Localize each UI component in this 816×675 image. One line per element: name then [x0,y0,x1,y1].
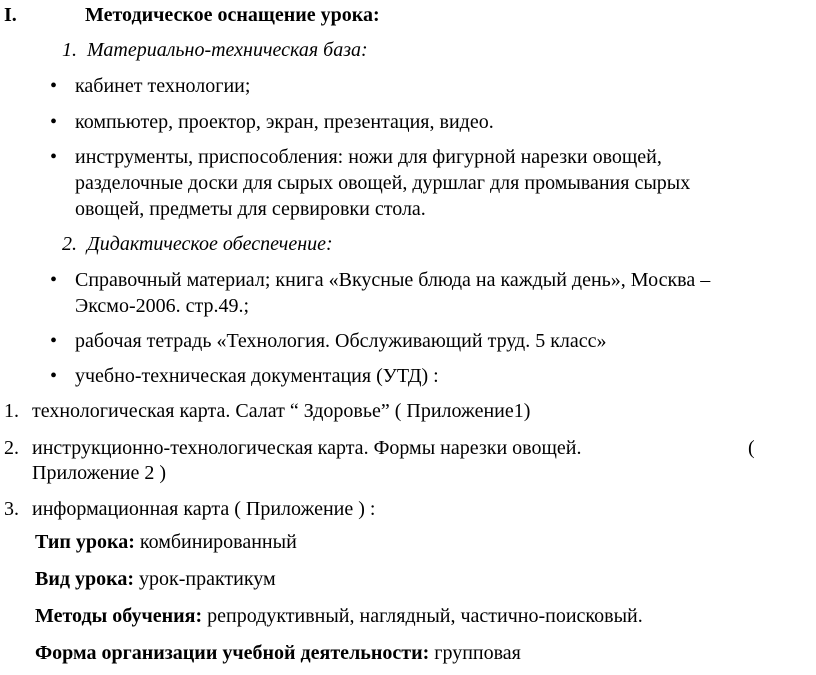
heading-number: I. [4,4,17,26]
detail-label: Методы обучения: [35,605,203,627]
list-item: учебно-техническая документация (УТД) : [75,365,439,387]
numbered-item-continuation: Приложение 2 ) [32,462,167,484]
bullet-icon: • [50,269,58,291]
numbered-item-number: 3. [4,498,19,520]
section1-number: 1. [62,39,77,61]
bullet-icon: • [50,75,58,97]
list-item-continuation: Эксмо-2006. стр.49.; [75,295,250,317]
section2-number: 2. [62,233,77,255]
list-item-continuation: разделочные доски для сырых овощей, дуршлаг для промывания сырых [75,172,691,194]
bullet-icon: • [50,146,58,168]
detail-value: урок-практикум [133,568,276,590]
detail-value: репродуктивный, наглядный, частично-поисковый. [202,605,643,627]
list-item: кабинет технологии; [75,75,251,97]
list-item: инструменты, приспособления: ножи для фигурной нарезки овощей, [75,146,662,168]
bullet-icon: • [50,365,58,387]
numbered-item-number: 1. [4,400,19,422]
detail-value: комбинированный [134,531,297,553]
list-item: Справочный материал; книга «Вкусные блюда на каждый день», Москва – [75,269,711,291]
bullet-icon: • [50,330,58,352]
list-item: рабочая тетрадь «Технология. Обслуживающий труд. 5 класс» [75,330,607,352]
section2-title: Дидактическое обеспечение: [87,233,333,255]
heading-title: Методическое оснащение урока: [85,4,380,26]
numbered-item-text: информационная карта ( Приложение ) : [32,498,376,520]
numbered-item-text: инструкционно-технологическая карта. Формы нарезки овощей. [32,437,582,459]
detail-label: Форма организации учебной деятельности: [35,642,430,664]
detail-label: Тип урока: [35,531,135,553]
detail-lesson-type [35,530,297,554]
numbered-item-text: технологическая карта. Салат “ Здоровье” ( Приложение1) [32,400,531,422]
detail-lesson-kind [35,567,276,591]
numbered-item-number: 2. [4,437,19,459]
list-item-continuation: овощей, предметы для сервировки стола. [75,198,426,220]
detail-label: Вид урока: [35,568,134,590]
numbered-item-tail: ( [748,437,755,459]
detail-organization-form [35,641,521,665]
detail-teaching-methods [35,604,643,628]
section1-title: Материально-техническая база: [87,39,368,61]
list-item: компьютер, проектор, экран, презентация, видео. [75,111,494,133]
bullet-icon: • [50,111,58,133]
detail-value: групповая [429,642,521,664]
